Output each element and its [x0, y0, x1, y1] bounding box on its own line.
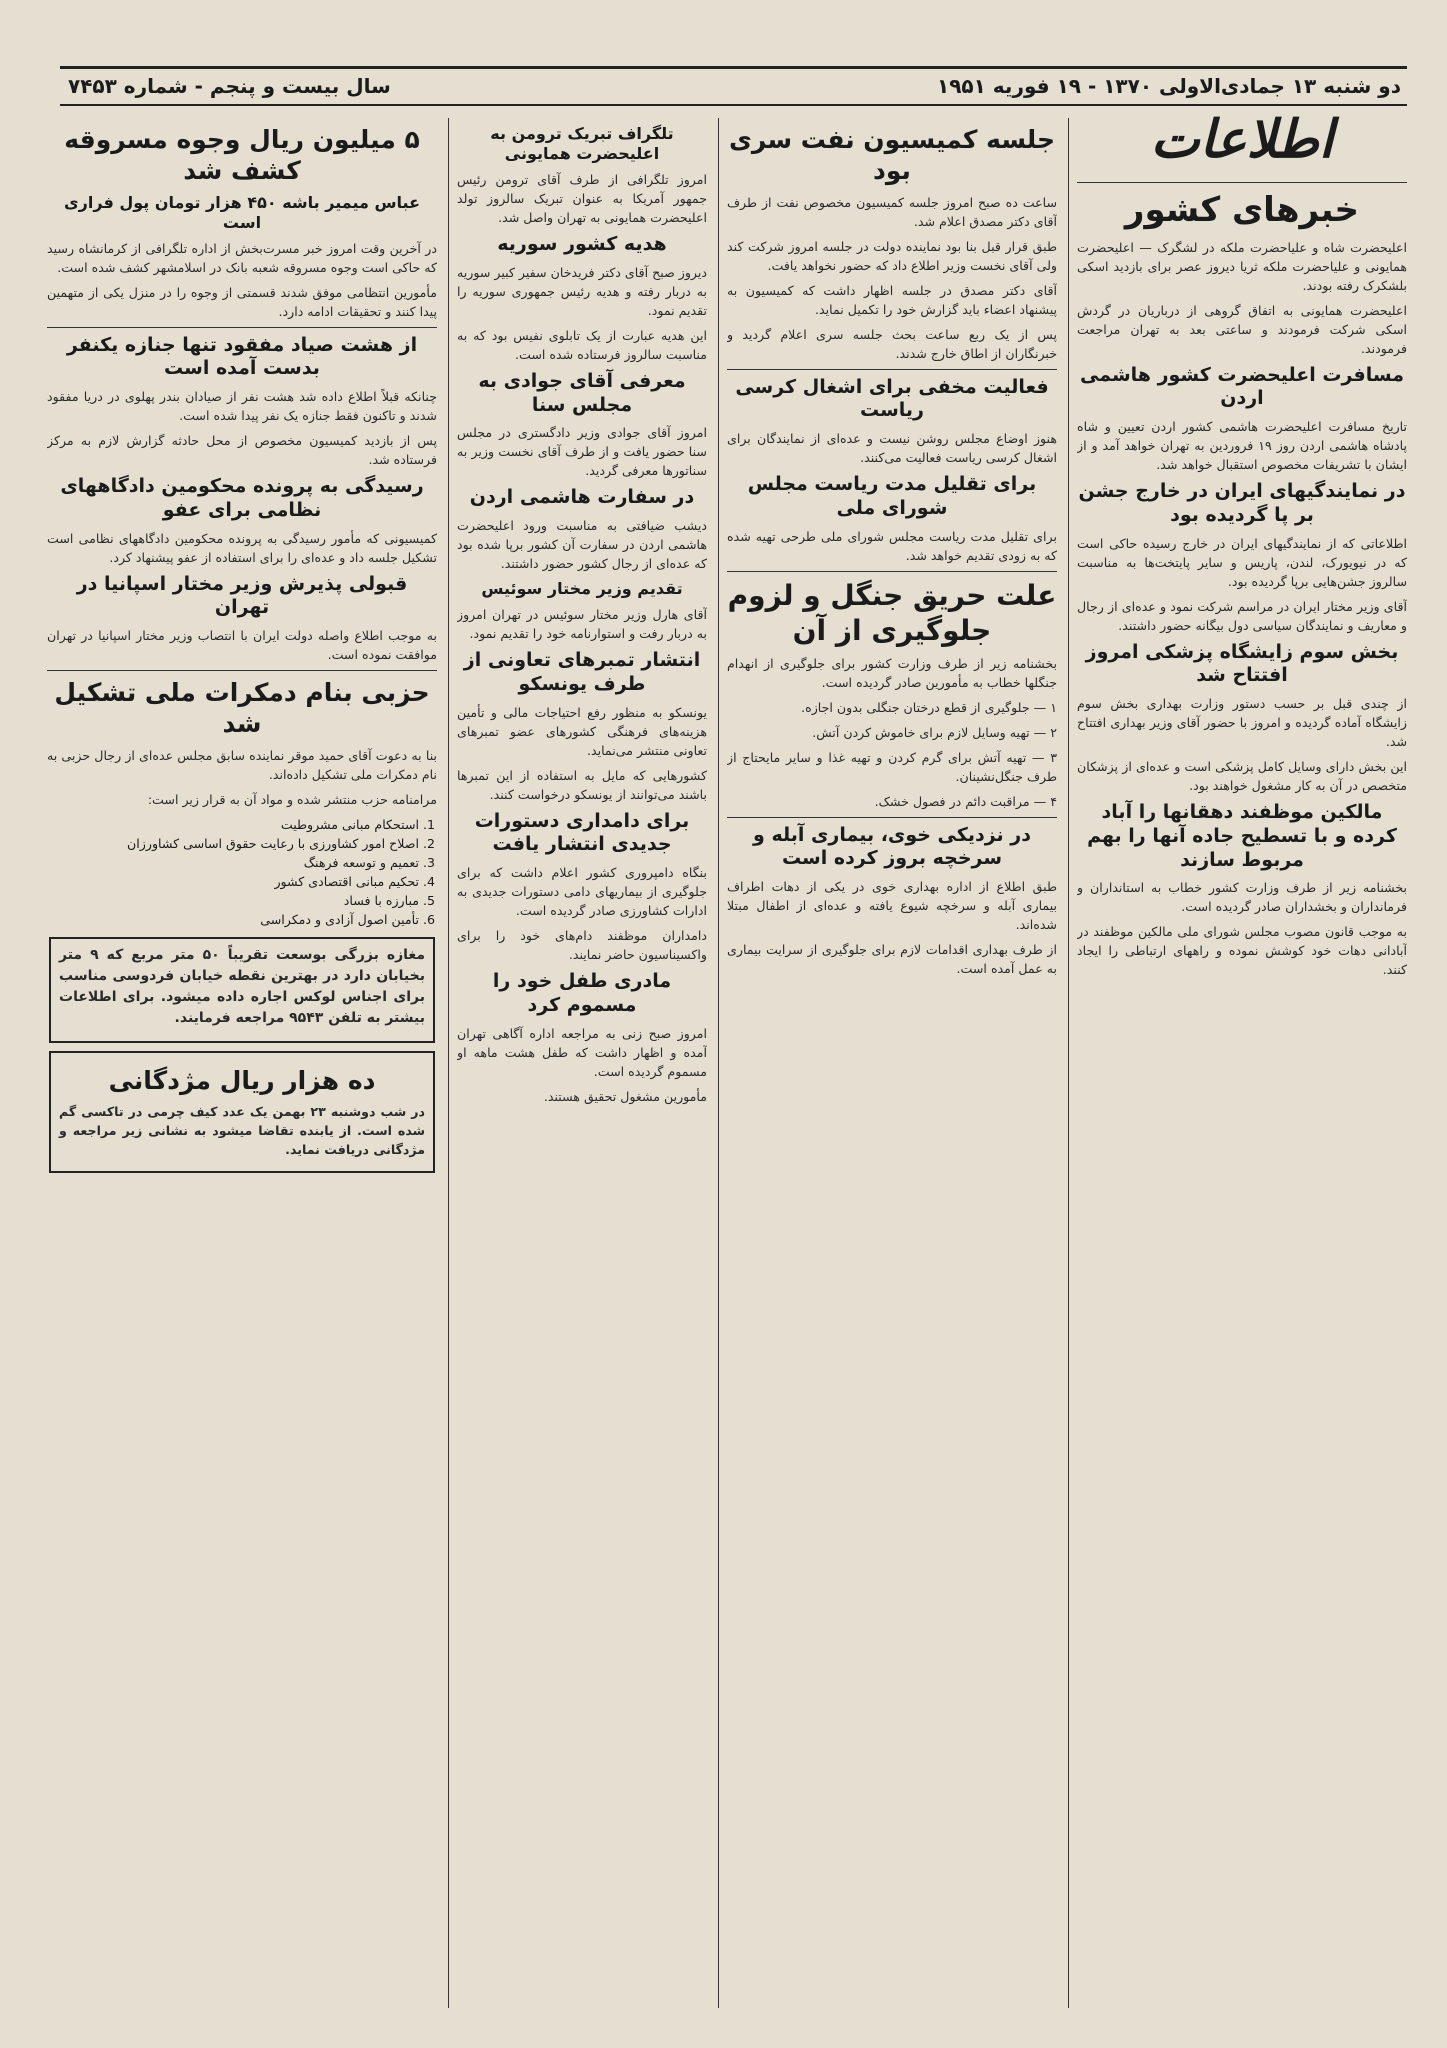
article-paragraph: بنا به دعوت آقای حمید موقر نماینده سابق مجلس عده‌ای از رجال حزبی به نام دمکرات ملی تشکیل داده‌اند.	[47, 747, 437, 782]
list-item: 4. تحکیم مبانی اقتصادی کشور	[47, 872, 419, 891]
article-paragraph: چنانکه قبلاً اطلاع داده شد هشت نفر از صیادان بندر پهلوی در دریا مفقود شدند و تاکنون فقط جنازه یک نفر پیدا شده است.	[47, 389, 437, 423]
article-paragraph: تاریخ مسافرت اعلیحضرت هاشمی کشور اردن تعیین و شاه پادشاه هاشمی اردن روز ۱۹ فروردین به تهران خواهد آمد و از ایشان با تشریفات مخصوص استقبال خواهد شد.	[1077, 419, 1407, 472]
article-paragraph: مرامنامه حزب منتشر شده و مواد آن به قرار زیر است:	[147, 791, 437, 807]
article-paragraph: کمیسیونی که مأمور رسیدگی به پرونده محکومین دادگاههای نظامی است تشکیل جلسه داد و عده‌ای را برای استفاده از عفو پیشنهاد کرد.	[47, 530, 437, 565]
column-rule	[1068, 118, 1069, 2008]
article-paragraph: امروز تلگرافی از طرف آقای ترومن رئیس جمهور آمریکا به عنوان تبریک سالروز تولد اعلیحضرت همایونی به تهران واصل شد.	[457, 172, 707, 225]
headline: در سفارت هاشمی اردن	[469, 486, 695, 509]
list-item: 1. استحکام مبانی مشروطیت	[47, 815, 419, 834]
divider	[727, 817, 1057, 818]
article-paragraph: این هدیه عبارت از یک تابلوی نفیس بود که به مناسبت سالروز فرستاده شده است.	[457, 327, 707, 362]
article-paragraph: آقای دکتر مصدق در جلسه اظهار داشت که کمیسیون به پیشنهاد اعضاء باید گزارش خود را تکمیل نماید.	[727, 282, 1057, 317]
article-paragraph: ۲ — تهیه وسایل لازم برای خاموش کردن آتش.	[812, 724, 1057, 740]
article-paragraph: پس از بازدید کمیسیون مخصوص از محل حادثه گزارش لازم به مرکز فرستاده شد.	[47, 433, 437, 467]
article-paragraph: اعلیحضرت همایونی به اتفاق گروهی از درباریان در گردش اسکی شرکت فرمودند و ساعتی بعد به تهران مراجعت فرمودند.	[1077, 302, 1407, 356]
article-paragraph: پس از یک ربع ساعت بحث جلسه سری اعلام گردید و خبرنگاران از اطاق خارج شدند.	[727, 326, 1057, 361]
article-paragraph: ۳ — تهیه آتش برای گرم کردن و تهیه غذا و سایر مایحتاج از طرف جنگل‌نشینان.	[727, 749, 1057, 784]
reward-ad	[49, 1051, 435, 1173]
article-paragraph: دیروز صبح آقای دکتر فریدخان سفیر کبیر سوریه به دربار رفته و هدیه رئیس جمهوری سوریه را تقدیم نمود.	[457, 264, 707, 318]
article-paragraph: مأمورین مشغول تحقیق هستند.	[543, 1088, 707, 1104]
article-paragraph: ساعت ده صبح امروز جلسه کمیسیون مخصوص نفت از طرف آقای دکتر مصدق اعلام شد.	[727, 194, 1057, 229]
article-paragraph: از طرف بهداری اقدامات لازم برای جلوگیری از سرایت بیماری به عمل آمده است.	[727, 942, 1057, 976]
column-2	[727, 118, 1057, 2008]
column-4	[47, 118, 437, 2008]
article-paragraph: بخشنامه زیر از طرف وزارت کشور برای جلوگیری از انهدام جنگلها خطاب به مأمورین صادر گردیده است.	[727, 655, 1057, 690]
dateline-issue: سال بیست و پنجم - شماره ۷۴۵۳	[68, 74, 391, 98]
headline: هدیه کشور سوریه	[497, 233, 667, 255]
headline: برای تقلیل مدت ریاست مجلس شورای ملی	[747, 473, 1037, 519]
top-rule	[60, 66, 1407, 69]
article-paragraph: به موجب اطلاع واصله دولت ایران با انتصاب وزیر مختار اسپانیا در تهران موافقت نموده است.	[47, 628, 437, 662]
headline: در نزدیکی خوی، بیماری آبله و سرخچه بروز کرده است	[753, 823, 1031, 870]
article-paragraph: دیشب ضیافتی به مناسبت ورود اعلیحضرت هاشمی اردن در سفارت آن کشور برپا شده بود که عده‌ای از رجال کشور حضور داشتند.	[457, 518, 707, 571]
headline: مالکین موظفند دهقانها را آباد کرده و با تسطیح جاده آنها را بهم مربوط سازند	[1087, 801, 1397, 871]
article-paragraph: بنگاه دامپروری کشور اعلام داشت که برای جلوگیری از بیماریهای دامی دستورات جدیدی به ادارات کشاورزی صادر گردیده است.	[457, 865, 707, 918]
headline: فعالیت مخفی برای اشغال کرسی ریاست	[735, 375, 1049, 422]
article-paragraph: مأمورین انتظامی موفق شدند قسمتی از وجوه را در منزل یکی از متهمین پیدا کنند و تحقیقات ادامه دارد.	[47, 284, 437, 319]
dateline	[62, 72, 1407, 100]
headline: جلسه کمیسیون نفت سری بود	[729, 125, 1055, 186]
article-paragraph: این بخش دارای وسایل کامل پزشکی است و عده‌ای از پزشکان متخصص در آن به کار مشغول خواهند بود.	[1077, 759, 1407, 793]
headline: معرفی آقای جوادی به مجلس سنا	[478, 369, 686, 416]
article-paragraph: طبق اطلاع از اداره بهداری خوی در یکی از دهات اطراف بیماری آبله و سرخچه شیوع یافته و عده‌ای از اطفال مبتلا شده‌اند.	[727, 879, 1057, 932]
article-paragraph: کشورهایی که مایل به استفاده از این تمبرها باشند می‌توانند از یونسکو درخواست کنند.	[457, 767, 707, 802]
article-paragraph: از چندی قبل بر حسب دستور وزارت بهداری بخش سوم زایشگاه آماده گردیده و امروز با حضور آقای وزیر بهداری افتتاح شد.	[1077, 696, 1407, 749]
column-1	[1077, 104, 1407, 2008]
article-paragraph: به موجب قانون مصوب مجلس شورای ملی مالکین موظفند در آبادانی دهات خود کوشش نموده و راههای ارتباطی را ایجاد کنند.	[1077, 924, 1407, 978]
column-3	[457, 118, 707, 2008]
article-paragraph: در آخرین وقت امروز خبر مسرت‌بخش از اداره تلگرافی از کرمانشاه رسید که حاکی است وجوه مسروقه شعبه بانک در اسلامشهر کشف شده است.	[47, 240, 437, 275]
ad-text: مغازه بزرگی بوسعت تقریباً ۵۰ متر مربع که ۹ متر بخیابان دارد در بهترین نقطه خیابان فردوسی مناسب برای اجناس لوکس اجاره داده میشود. برای اطلاعات بیشتر به تلفن ۹۵۴۳ مراجعه فرمایند.	[59, 946, 426, 1026]
list-item: 6. تأمین اصول آزادی و دمکراسی	[47, 910, 419, 929]
article-paragraph: برای تقلیل مدت ریاست مجلس شورای ملی طرحی تهیه شده که به زودی تقدیم خواهد شد.	[727, 528, 1057, 563]
headline: علت حریق جنگل و لزوم جلوگیری از آن	[727, 578, 1057, 647]
headline: از هشت صیاد مفقود تنها جنازه یکنفر بدست آمده است	[66, 333, 418, 380]
divider	[47, 327, 437, 328]
article-paragraph: هنوز اوضاع مجلس روشن نیست و عده‌ای از نمایندگان برای اشغال کرسی ریاست فعالیت می‌کنند.	[727, 431, 1057, 465]
article-paragraph: اعلیحضرت شاه و علیاحضرت ملکه در لشگرک — اعلیحضرت همایونی و علیاحضرت ملکه ثریا دیروز عصر برای بازدید اسکی بلشکرک رفته بودند.	[1077, 239, 1407, 293]
ad-text: در شب دوشنبه ۲۳ بهمن یک عدد کیف چرمی در تاکسی گم شده است. از یابنده تقاضا میشود به نشانی زیر مراجعه و مژدگانی دریافت نماید.	[59, 1103, 425, 1157]
dateline-date: دو شنبه ۱۳ جمادی‌الاولی ۱۳۷۰ - ۱۹ فوریه ۱۹۵۱	[937, 74, 1401, 98]
divider	[47, 670, 437, 671]
divider	[727, 369, 1057, 370]
headline: انتشار تمبرهای تعاونی از طرف یونسکو	[463, 649, 701, 695]
divider	[727, 571, 1057, 572]
list-item: 3. تعمیم و توسعه فرهنگ	[47, 853, 419, 872]
divider	[1077, 182, 1407, 183]
subheadline: عباس میمیر باشه ۴۵۰ هزار تومان پول فراری است	[64, 192, 420, 232]
headline: برای دامداری دستورات جدیدی انتشار یافت	[474, 809, 690, 856]
column-rule	[718, 118, 719, 2008]
list-item: 2. اصلاح امور کشاورزی با رعایت حقوق اساسی کشاورزان	[47, 834, 419, 853]
article-paragraph: امروز آقای جوادی وزیر دادگستری در مجلس سنا حضور یافت و از طرف آقای نخست وزیر به سناتورها معرفی گردید.	[457, 425, 707, 479]
masthead: اطلاعات	[1150, 109, 1334, 170]
article-paragraph: یونسکو به منظور رفع احتیاجات مالی و تأمین هزینه‌های فرهنگی کشورهای عضو تمبرهای تعاونی منتشر می‌نماید.	[457, 704, 707, 758]
party-platform-list	[47, 815, 437, 929]
ad-title: ده هزار ریال مژدگانی	[108, 1065, 376, 1095]
headline: در نمایندگیهای ایران در خارج جشن بر پا گردیده بود	[1078, 480, 1406, 526]
article-paragraph: دامداران موظفند دام‌های خود را برای واکسیناسیون حاضر نمایند.	[457, 928, 707, 962]
headline: قبولی پذیرش وزیر مختار اسپانیا در تهران	[76, 572, 408, 619]
headline: تقدیم وزیر مختار سوئیس	[481, 579, 683, 598]
article-paragraph: ۱ — جلوگیری از قطع درختان جنگلی بدون اجازه.	[801, 699, 1057, 715]
headline: مادری طفل خود را مسموم کرد	[492, 970, 672, 1016]
headline: مسافرت اعلیحضرت کشور هاشمی اردن	[1080, 363, 1404, 410]
article-paragraph: طبق قرار قبل بنا بود نماینده دولت در جلسه امروز شرکت کند ولی آقای نخست وزیر اطلاع داد که حضور نخواهد یافت.	[727, 238, 1057, 273]
article-paragraph: بخشنامه زیر از طرف وزارت کشور خطاب به استانداران و فرمانداران و بخشداران صادر گردیده است.	[1077, 880, 1407, 915]
list-item: 5. مبارزه با فساد	[47, 891, 419, 910]
headline: رسیدگی به پرونده محکومین دادگاههای نظامی برای عفو	[60, 475, 424, 521]
article-paragraph: آقای هارل وزیر مختار سوئیس در تهران امروز به دربار رفت و استوارنامه خود را تقدیم نمود.	[457, 607, 707, 641]
headline: بخش سوم زایشگاه پزشکی امروز افتتاح شد	[1085, 640, 1399, 687]
headline: ۵ میلیون ریال وجوه مسروقه کشف شد	[64, 125, 420, 186]
classified-ad	[49, 937, 435, 1043]
article-paragraph: امروز صبح زنی به مراجعه اداره آگاهی تهران آمده و اظهار داشت که طفل هشت ماهه او مسموم گردیده است.	[457, 1025, 707, 1079]
article-paragraph: اطلاعاتی که از نمایندگیهای ایران در خارج رسیده حاکی است که در نیویورک، لندن، پاریس و سایر پایتخت‌ها به مناسبت سالروز جشن‌هایی برپا گردیده بود.	[1077, 535, 1407, 589]
headline: تلگراف تبریک ترومن به اعلیحضرت همایونی	[490, 124, 674, 163]
article-paragraph: آقای وزیر مختار ایران در مراسم شرکت نمود و عده‌ای از رجال و معاریف و نمایندگان سیاسی دول بیگانه حضور داشتند.	[1077, 598, 1407, 633]
headline: حزبی بنام دمکرات ملی تشکیل شد	[54, 678, 430, 739]
column-rule	[448, 118, 449, 2008]
article-paragraph: ۴ — مراقبت دائم در فصول خشک.	[874, 793, 1057, 809]
section-title: خبرهای کشور	[1124, 190, 1360, 230]
